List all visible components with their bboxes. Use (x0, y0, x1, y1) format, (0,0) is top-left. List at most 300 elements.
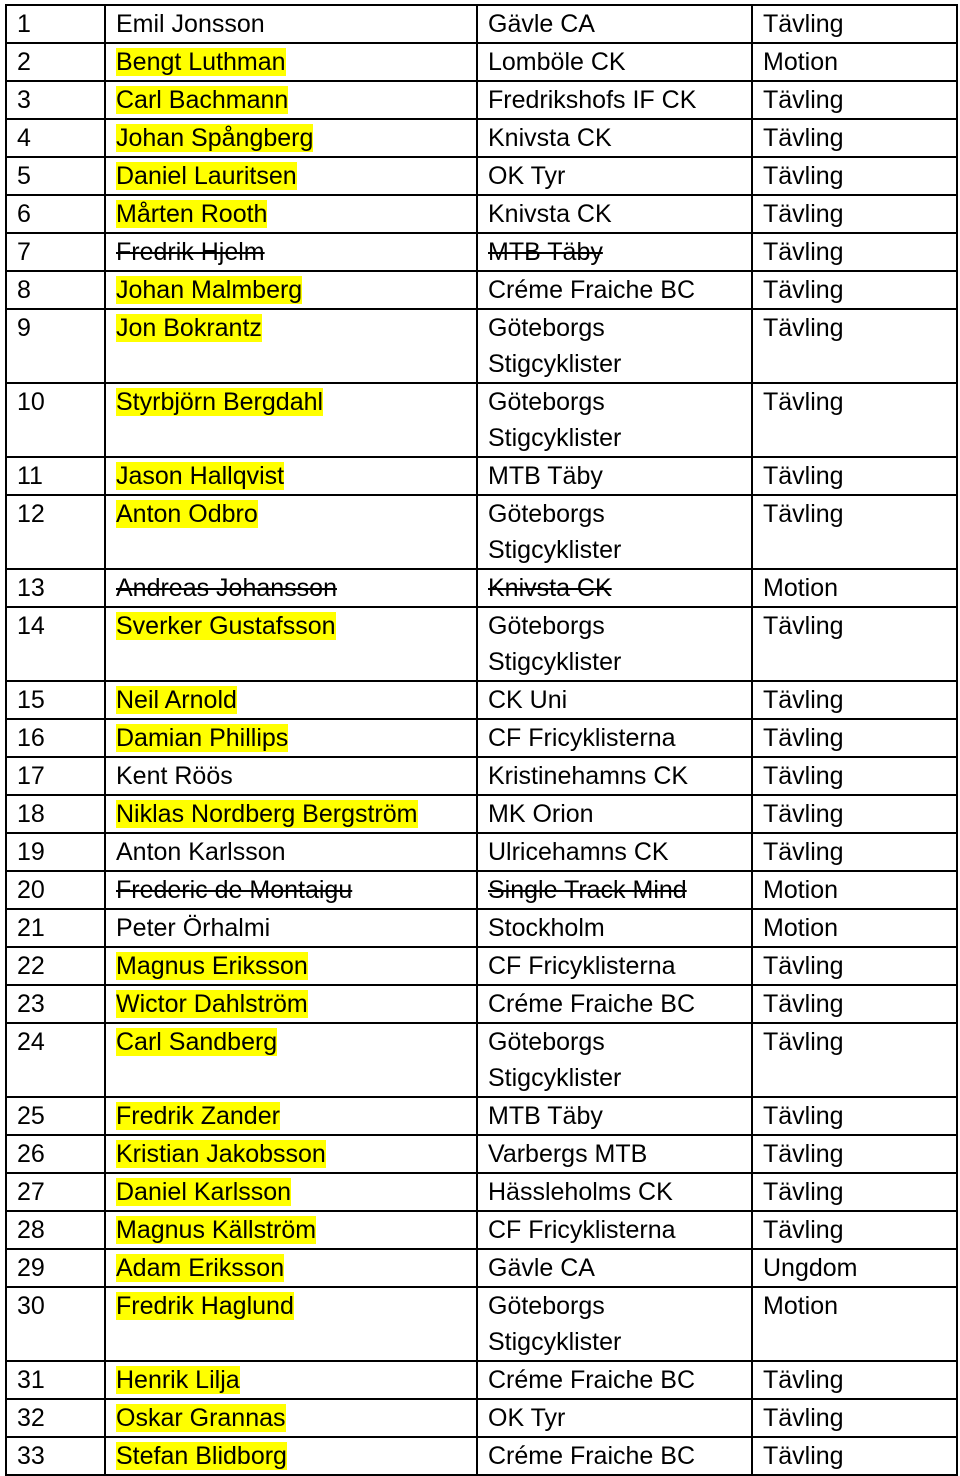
club-name: Fredrikshofs IF CK (488, 86, 697, 114)
cell-name (105, 985, 477, 1023)
club-name: CK Uni (488, 686, 568, 714)
cell-number (6, 1287, 105, 1361)
start-number: 21 (17, 914, 45, 942)
cell-class (752, 157, 957, 195)
cell-club (477, 1023, 752, 1097)
cell-name (105, 81, 477, 119)
cell-club (477, 81, 752, 119)
table-row (6, 1249, 957, 1287)
start-number: 25 (17, 1102, 45, 1130)
table-row (6, 81, 957, 119)
participant-name-highlighted: Mårten Rooth (116, 200, 268, 228)
cell-class (752, 383, 957, 457)
race-class: Tävling (763, 1140, 844, 1168)
participant-name-highlighted: Niklas Nordberg Bergström (116, 800, 418, 828)
cell-club (477, 985, 752, 1023)
cell-number (6, 383, 105, 457)
cell-name (105, 1361, 477, 1399)
cell-class (752, 271, 957, 309)
race-class: Tävling (763, 686, 844, 714)
club-name: Göteborgs Stigcyklister (488, 612, 622, 676)
club-name: MTB Täby (488, 238, 603, 266)
cell-number (6, 1399, 105, 1437)
start-number: 20 (17, 876, 45, 904)
race-class: Tävling (763, 86, 844, 114)
club-name: Créme Fraiche BC (488, 1442, 695, 1470)
participant-name-highlighted: Jon Bokrantz (116, 314, 262, 342)
cell-number (6, 1211, 105, 1249)
cell-number (6, 233, 105, 271)
cell-name (105, 1249, 477, 1287)
start-number: 7 (17, 238, 31, 266)
cell-name (105, 719, 477, 757)
participant-name: Peter Örhalmi (116, 914, 271, 942)
table-row (6, 495, 957, 569)
participant-name: Emil Jonsson (116, 10, 265, 38)
start-number: 9 (17, 314, 31, 342)
club-name: Hässleholms CK (488, 1178, 673, 1206)
cell-name (105, 195, 477, 233)
cell-club (477, 119, 752, 157)
start-number: 2 (17, 48, 31, 76)
cell-class (752, 833, 957, 871)
club-name: CF Fricyklisterna (488, 724, 676, 752)
table-row (6, 607, 957, 681)
club-name: Göteborgs Stigcyklister (488, 500, 622, 564)
race-class: Motion (763, 48, 839, 76)
cell-number (6, 947, 105, 985)
cell-number (6, 81, 105, 119)
club-name: Varbergs MTB (488, 1140, 648, 1168)
table-row (6, 909, 957, 947)
start-number: 32 (17, 1404, 45, 1432)
cell-number (6, 43, 105, 81)
club-name: OK Tyr (488, 162, 566, 190)
club-name: CF Fricyklisterna (488, 952, 676, 980)
cell-club (477, 1437, 752, 1475)
club-name: OK Tyr (488, 1404, 566, 1432)
cell-class (752, 1173, 957, 1211)
cell-name (105, 119, 477, 157)
start-number: 6 (17, 200, 31, 228)
table-row (6, 985, 957, 1023)
cell-class (752, 457, 957, 495)
cell-name (105, 457, 477, 495)
table-row (6, 457, 957, 495)
race-class: Tävling (763, 1028, 844, 1056)
cell-class (752, 195, 957, 233)
cell-club (477, 757, 752, 795)
race-class: Tävling (763, 314, 844, 342)
club-name: Knivsta CK (488, 574, 612, 602)
cell-class (752, 1135, 957, 1173)
table-row (6, 1135, 957, 1173)
cell-number (6, 195, 105, 233)
club-name: Créme Fraiche BC (488, 1366, 695, 1394)
cell-club (477, 495, 752, 569)
cell-name (105, 1437, 477, 1475)
cell-club (477, 1135, 752, 1173)
club-name: Gävle CA (488, 10, 595, 38)
table-row (6, 1361, 957, 1399)
cell-class (752, 1287, 957, 1361)
participant-name-highlighted: Fredrik Zander (116, 1102, 280, 1130)
cell-club (477, 681, 752, 719)
table-row (6, 1097, 957, 1135)
club-name: CF Fricyklisterna (488, 1216, 676, 1244)
cell-club (477, 43, 752, 81)
table-row (6, 233, 957, 271)
cell-number (6, 985, 105, 1023)
participant-name-highlighted: Henrik Lilja (116, 1366, 240, 1394)
race-class: Tävling (763, 1102, 844, 1130)
start-number: 24 (17, 1028, 45, 1056)
table-row (6, 1287, 957, 1361)
start-number: 22 (17, 952, 45, 980)
cell-class (752, 1023, 957, 1097)
table-row (6, 5, 957, 43)
start-number: 19 (17, 838, 45, 866)
cell-class (752, 871, 957, 909)
cell-class (752, 309, 957, 383)
cell-number (6, 1135, 105, 1173)
start-number: 1 (17, 10, 31, 38)
club-name: Kristinehamns CK (488, 762, 689, 790)
club-name: Single Track Mind (488, 876, 687, 904)
race-class: Tävling (763, 838, 844, 866)
cell-name (105, 681, 477, 719)
cell-class (752, 5, 957, 43)
cell-name (105, 1287, 477, 1361)
race-class: Tävling (763, 724, 844, 752)
cell-class (752, 1437, 957, 1475)
cell-name (105, 271, 477, 309)
race-class: Tävling (763, 238, 844, 266)
participant-name-highlighted: Adam Eriksson (116, 1254, 285, 1282)
cell-class (752, 495, 957, 569)
race-class: Tävling (763, 276, 844, 304)
cell-number (6, 569, 105, 607)
start-number: 3 (17, 86, 31, 114)
cell-class (752, 569, 957, 607)
cell-number (6, 871, 105, 909)
start-number: 31 (17, 1366, 45, 1394)
cell-class (752, 909, 957, 947)
participant-name-highlighted: Kristian Jakobsson (116, 1140, 326, 1168)
race-class: Tävling (763, 200, 844, 228)
cell-name (105, 757, 477, 795)
race-class: Ungdom (763, 1254, 858, 1282)
cell-class (752, 1211, 957, 1249)
cell-name (105, 833, 477, 871)
cell-number (6, 719, 105, 757)
start-number: 23 (17, 990, 45, 1018)
participant-name-highlighted: Bengt Luthman (116, 48, 286, 76)
club-name: Créme Fraiche BC (488, 990, 695, 1018)
participant-name-highlighted: Daniel Lauritsen (116, 162, 297, 190)
cell-club (477, 871, 752, 909)
club-name: Knivsta CK (488, 124, 612, 152)
cell-class (752, 795, 957, 833)
start-number: 18 (17, 800, 45, 828)
cell-club (477, 569, 752, 607)
start-number: 33 (17, 1442, 45, 1470)
race-class: Tävling (763, 388, 844, 416)
cell-class (752, 719, 957, 757)
participant-name-highlighted: Johan Malmberg (116, 276, 303, 304)
participant-name-highlighted: Fredrik Haglund (116, 1292, 294, 1320)
participant-name: Kent Röös (116, 762, 233, 790)
cell-name (105, 871, 477, 909)
cell-number (6, 271, 105, 309)
cell-number (6, 833, 105, 871)
participant-name-highlighted: Magnus Eriksson (116, 952, 308, 980)
table-row (6, 383, 957, 457)
table-row (6, 1399, 957, 1437)
club-name: Stockholm (488, 914, 605, 942)
cell-club (477, 271, 752, 309)
cell-club (477, 1287, 752, 1361)
participant-name-highlighted: Carl Bachmann (116, 86, 289, 114)
cell-club (477, 833, 752, 871)
participant-name-highlighted: Carl Sandberg (116, 1028, 278, 1056)
table-row (6, 795, 957, 833)
cell-number (6, 1023, 105, 1097)
cell-class (752, 947, 957, 985)
table-row (6, 1211, 957, 1249)
cell-number (6, 1361, 105, 1399)
cell-club (477, 383, 752, 457)
race-class: Tävling (763, 612, 844, 640)
start-number: 14 (17, 612, 45, 640)
club-name: Ulricehamns CK (488, 838, 669, 866)
cell-club (477, 1097, 752, 1135)
cell-name (105, 795, 477, 833)
cell-name (105, 233, 477, 271)
cell-name (105, 1173, 477, 1211)
start-number: 13 (17, 574, 45, 602)
race-class: Tävling (763, 1366, 844, 1394)
participant-name-highlighted: Damian Phillips (116, 724, 289, 752)
cell-club (477, 1361, 752, 1399)
cell-club (477, 1211, 752, 1249)
cell-number (6, 157, 105, 195)
table-row (6, 43, 957, 81)
cell-club (477, 195, 752, 233)
participant-name: Fredrik Hjelm (116, 238, 265, 266)
cell-name (105, 309, 477, 383)
cell-club (477, 1173, 752, 1211)
cell-class (752, 81, 957, 119)
start-number: 8 (17, 276, 31, 304)
race-class: Tävling (763, 800, 844, 828)
race-class: Tävling (763, 952, 844, 980)
cell-class (752, 1249, 957, 1287)
table-row (6, 871, 957, 909)
cell-name (105, 383, 477, 457)
cell-number (6, 495, 105, 569)
club-name: Créme Fraiche BC (488, 276, 695, 304)
table-row (6, 1023, 957, 1097)
cell-club (477, 233, 752, 271)
club-name: MTB Täby (488, 462, 603, 490)
club-name: Göteborgs Stigcyklister (488, 1292, 622, 1356)
race-class: Tävling (763, 124, 844, 152)
table-row (6, 271, 957, 309)
cell-class (752, 119, 957, 157)
cell-number (6, 309, 105, 383)
race-class: Tävling (763, 1442, 844, 1470)
start-number: 29 (17, 1254, 45, 1282)
participant-name-highlighted: Magnus Källström (116, 1216, 317, 1244)
cell-class (752, 1361, 957, 1399)
table-row (6, 157, 957, 195)
table-row (6, 1437, 957, 1475)
cell-club (477, 1399, 752, 1437)
cell-number (6, 1437, 105, 1475)
cell-number (6, 909, 105, 947)
race-class: Tävling (763, 1404, 844, 1432)
cell-class (752, 43, 957, 81)
cell-club (477, 5, 752, 43)
cell-number (6, 1097, 105, 1135)
cell-class (752, 985, 957, 1023)
race-class: Tävling (763, 500, 844, 528)
start-number: 15 (17, 686, 45, 714)
cell-name (105, 1097, 477, 1135)
cell-number (6, 1173, 105, 1211)
cell-club (477, 157, 752, 195)
cell-club (477, 1249, 752, 1287)
start-number: 26 (17, 1140, 45, 1168)
club-name: Göteborgs Stigcyklister (488, 388, 622, 452)
cell-club (477, 947, 752, 985)
start-number: 17 (17, 762, 45, 790)
cell-number (6, 757, 105, 795)
cell-name (105, 1399, 477, 1437)
table-row (6, 947, 957, 985)
cell-class (752, 757, 957, 795)
participant-name-highlighted: Wictor Dahlström (116, 990, 308, 1018)
cell-class (752, 607, 957, 681)
cell-club (477, 795, 752, 833)
participant-name-highlighted: Oskar Grannas (116, 1404, 286, 1432)
race-class: Tävling (763, 162, 844, 190)
cell-number (6, 119, 105, 157)
participant-name-highlighted: Anton Odbro (116, 500, 258, 528)
participant-table (5, 4, 958, 1476)
table-row (6, 309, 957, 383)
race-class: Tävling (763, 462, 844, 490)
start-number: 4 (17, 124, 31, 152)
club-name: Göteborgs Stigcyklister (488, 314, 622, 378)
participant-name: Frederic de Montaigu (116, 876, 353, 904)
cell-name (105, 569, 477, 607)
participant-table-body (6, 5, 957, 1475)
cell-number (6, 795, 105, 833)
participant-name-highlighted: Jason Hallqvist (116, 462, 285, 490)
race-class: Motion (763, 574, 839, 602)
cell-class (752, 233, 957, 271)
cell-number (6, 457, 105, 495)
race-class: Tävling (763, 990, 844, 1018)
participant-name: Anton Karlsson (116, 838, 286, 866)
club-name: MTB Täby (488, 1102, 603, 1130)
participant-name-highlighted: Stefan Blidborg (116, 1442, 287, 1470)
race-class: Tävling (763, 762, 844, 790)
participant-name-highlighted: Sverker Gustafsson (116, 612, 336, 640)
start-number: 5 (17, 162, 31, 190)
start-number: 11 (17, 462, 43, 490)
participant-name-highlighted: Neil Arnold (116, 686, 237, 714)
cell-class (752, 1097, 957, 1135)
race-class: Motion (763, 914, 839, 942)
cell-name (105, 1023, 477, 1097)
cell-number (6, 607, 105, 681)
table-row (6, 833, 957, 871)
race-class: Tävling (763, 1178, 844, 1206)
cell-name (105, 947, 477, 985)
cell-club (477, 719, 752, 757)
cell-name (105, 1211, 477, 1249)
start-number: 10 (17, 388, 45, 416)
cell-name (105, 5, 477, 43)
club-name: Gävle CA (488, 1254, 595, 1282)
table-row (6, 681, 957, 719)
cell-name (105, 43, 477, 81)
cell-name (105, 495, 477, 569)
cell-number (6, 681, 105, 719)
cell-name (105, 909, 477, 947)
table-row (6, 719, 957, 757)
start-number: 27 (17, 1178, 45, 1206)
race-class: Tävling (763, 10, 844, 38)
cell-club (477, 309, 752, 383)
participant-name-highlighted: Styrbjörn Bergdahl (116, 388, 324, 416)
race-class: Tävling (763, 1216, 844, 1244)
cell-name (105, 157, 477, 195)
start-number: 12 (17, 500, 45, 528)
club-name: Knivsta CK (488, 200, 612, 228)
start-number: 28 (17, 1216, 45, 1244)
participant-list-document (5, 4, 956, 1476)
table-row (6, 195, 957, 233)
table-row (6, 569, 957, 607)
cell-number (6, 5, 105, 43)
table-row (6, 119, 957, 157)
race-class: Motion (763, 876, 839, 904)
race-class: Motion (763, 1292, 839, 1320)
club-name: MK Orion (488, 800, 594, 828)
participant-name: Andreas Johansson (116, 574, 337, 602)
cell-name (105, 1135, 477, 1173)
cell-number (6, 1249, 105, 1287)
cell-club (477, 607, 752, 681)
cell-club (477, 909, 752, 947)
participant-name-highlighted: Johan Spångberg (116, 124, 314, 152)
cell-name (105, 607, 477, 681)
participant-name-highlighted: Daniel Karlsson (116, 1178, 292, 1206)
start-number: 30 (17, 1292, 45, 1320)
cell-class (752, 681, 957, 719)
table-row (6, 757, 957, 795)
start-number: 16 (17, 724, 45, 752)
cell-club (477, 457, 752, 495)
cell-class (752, 1399, 957, 1437)
club-name: Göteborgs Stigcyklister (488, 1028, 622, 1092)
club-name: Lomböle CK (488, 48, 626, 76)
table-row (6, 1173, 957, 1211)
